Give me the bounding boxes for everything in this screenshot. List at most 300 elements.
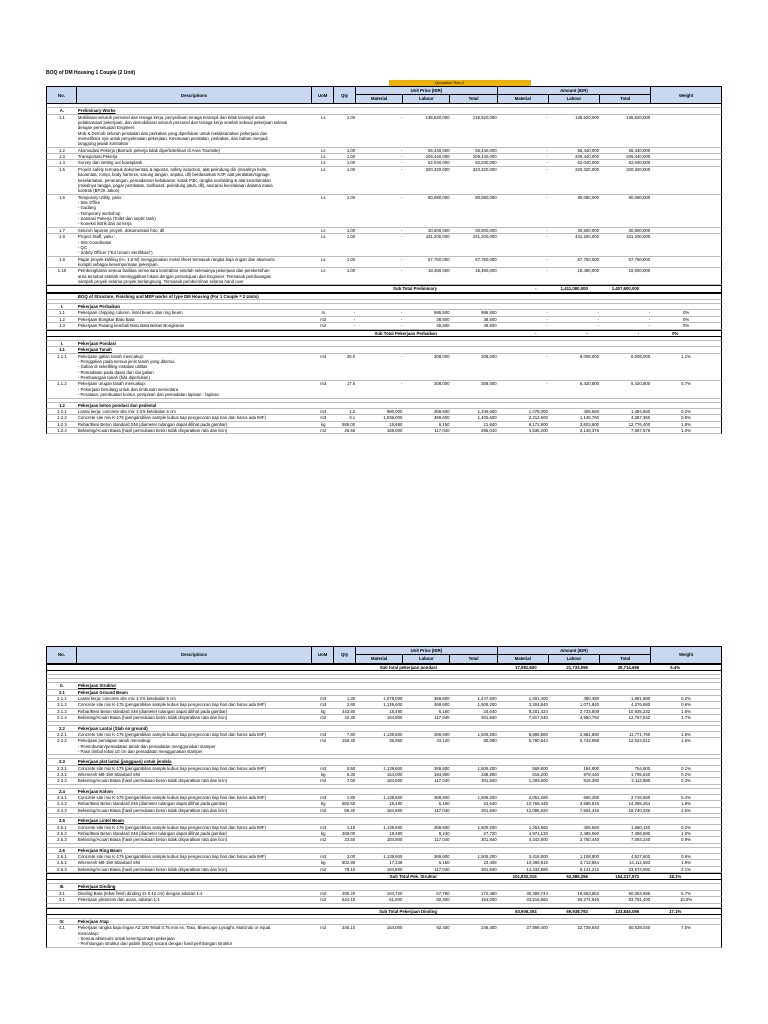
unit-price-total: 1,349,600: [477, 408, 497, 414]
amount-total: 320,320,000: [626, 166, 651, 172]
item-uom: m2: [320, 866, 327, 872]
item-weight: 0.1%: [681, 765, 691, 771]
item-description: Rebar/Besi Beton standard SNI (diameter tulangan dapat dilihat pada gambar): [77, 830, 228, 836]
unit-price-material: 168,000: [386, 427, 403, 433]
section-title: Pekerjaan Ring Beam: [77, 847, 122, 853]
section-title: Pekerjaan Lintel Beam: [77, 818, 124, 824]
item-description: Transportasi Pekerja: [77, 154, 118, 160]
unit-price-labour: 18,480,000: [428, 268, 450, 274]
amount-material: -: [546, 323, 548, 329]
header-amount-material: Material: [498, 655, 549, 663]
item-weight: 2.6%: [681, 807, 691, 813]
amount-labour: 431,200,000: [575, 234, 600, 240]
amount-total: 12,524,512: [628, 738, 651, 744]
item-number: 2.6.1: [57, 853, 67, 859]
unit-price-material: 104,720: [386, 890, 403, 896]
unit-price-total: 24,640: [483, 801, 497, 807]
table-header: [46, 646, 722, 664]
item-description: Pekerjaan plesteran dan acian, adukan 1:4: [77, 897, 160, 903]
item-number: 1.2.4: [57, 427, 67, 433]
unit-price-material: 154,000: [386, 772, 403, 778]
subtotal-row: [46, 873, 722, 880]
table-body-page-1: [46, 104, 722, 434]
amount-labour: 320,320,000: [575, 166, 600, 172]
amount-total: 30,800,000: [628, 227, 651, 233]
amount-material: -: [546, 234, 548, 240]
amount-total: 4,527,600: [631, 853, 651, 859]
item-number: 1.1: [58, 347, 65, 353]
section-title: Pekerjaan Pondasi: [77, 340, 117, 346]
section-title: Preliminary Works: [77, 108, 116, 114]
item-uom: kg: [320, 801, 326, 807]
amount-labour: 18,480,000: [577, 268, 600, 274]
unit-price-material: 15,680: [389, 421, 403, 427]
amount-total: 2,112,880: [631, 778, 651, 784]
amount-material: 1,401,400: [528, 696, 548, 702]
amount-labour: 22,739,640: [577, 925, 600, 931]
unit-price-total: 18,480,000: [475, 268, 497, 274]
amount-labour: 2,733,808: [579, 708, 600, 714]
amount-total: 10,935,232: [628, 708, 651, 714]
item-weight: 1.8%: [681, 421, 691, 427]
item-uom: m2: [320, 837, 327, 843]
item-uom: m3: [320, 353, 327, 359]
unit-price-total: 285,040: [481, 427, 497, 433]
amount-material: -: [546, 166, 548, 172]
item-qty: 26.60: [344, 427, 356, 433]
item-weight: 0.2%: [681, 772, 691, 778]
unit-price-material: -: [400, 227, 403, 233]
boq-sheet-page-2: [46, 646, 722, 948]
amount-labour: 819,280: [583, 778, 600, 784]
amount-material: 3,418,800: [528, 853, 548, 859]
unit-price-total: 80,080: [483, 738, 497, 744]
item-description: Pekerjaan urugan tanah mencakup: - Pekerjaan berulang untuk dan timbunan sementara - Perataan, pembuatan kontur, penipisan dan pemadatan lapisan - lapisan: [77, 381, 219, 398]
item-description: Pekerjaan Bongkar Batu Bata: [77, 316, 135, 322]
unit-price-labour: 117,040: [434, 866, 450, 872]
item-qty: 0.50: [346, 765, 356, 771]
unit-price-total: 1,509,200: [477, 765, 497, 771]
section-title: Pekerjaan plat lantai (jangguan) untuk jendela: [77, 759, 172, 765]
amount-material: 2,051,280: [528, 795, 548, 801]
unit-price-total: 301,840: [481, 807, 497, 813]
item-qty: 269.00: [342, 830, 356, 836]
item-number: II.: [60, 683, 64, 689]
amount-total: 23,574,092: [628, 866, 651, 872]
amount-material: 10,766,448: [526, 801, 548, 807]
item-qty: 1.00: [346, 234, 356, 240]
amount-total: 62,040,000: [628, 160, 651, 166]
item-number: 2.1.3: [57, 708, 67, 714]
amount-labour: 9,141,212: [579, 866, 600, 872]
item-description: Concrete site mix K-175 (pengambilan sample kubus tiap pengecoran tiap hari dan harus ada IMF): [77, 765, 266, 771]
unit-price-labour: 117,040: [434, 427, 450, 433]
amount-material: 8,888,880: [528, 731, 548, 737]
item-qty: 17.6: [346, 381, 356, 387]
amount-material: 30,389,744: [526, 890, 548, 896]
amount-material: 7,817,040: [528, 715, 548, 721]
unit-price-total: 1,509,200: [477, 731, 497, 737]
amount-labour: 5,420,800: [579, 381, 600, 387]
item-uom: kg: [320, 772, 326, 778]
subtotal-amount-labour: -: [586, 330, 588, 336]
subtotal-row: [46, 285, 722, 292]
item-description: Mobilisasi seluruh personel dan tenaga kerja, penyediaan tenaga terampil dan tidak terampil untuk pelaksanaan pekerjaan, dan demobilisasi seluruh personel dan tenaga kerja setelah selesai pekerjaan selesai dengan persetujuan Engineer. Mob & Demob seluruh peralatan dan perkakas yang diperlukan untuk melaksanakan pekerjaan dan memelihara nya untuk penyelesaian pekerjaan. Kesmuaan peralatan, perkakas, dan bahan menjadi tanggung jawab kontraktor: [77, 114, 288, 147]
subtotal-amount-material: 63,906,304: [515, 908, 537, 914]
amount-labour: 480,480: [583, 696, 600, 702]
item-description: Pekerjaan Pasang kembali Batu Bata Bekas Bongkaran: [77, 323, 185, 329]
unit-price-total: 154,000: [481, 897, 497, 903]
item-qty: 544.10: [342, 897, 356, 903]
unit-price-labour: 43,120: [436, 738, 450, 744]
subtotal-amount-total: 1,407,600,000: [611, 286, 640, 292]
item-number: 2.6: [58, 847, 65, 853]
unit-price-total: 308,000: [481, 381, 497, 387]
amount-material: -: [546, 256, 548, 262]
section-title: Pekerjaan Kolom: [77, 788, 113, 794]
unit-price-total: 1,509,200: [477, 702, 497, 708]
item-weight: 0.4%: [681, 795, 691, 801]
subtotal-label: Sub Total Pek. Struktur: [389, 874, 437, 880]
unit-price-labour: 135,520,000: [425, 114, 450, 120]
subtotal-amount-material: -: [535, 330, 537, 336]
amount-material: 9,172,800: [528, 421, 548, 427]
unit-price-material: -: [400, 160, 403, 166]
item-number: 2.3.2: [57, 772, 67, 778]
item-uom: m3: [320, 381, 327, 387]
item-number: 1.5: [58, 166, 65, 172]
item-weight: [651, 268, 721, 284]
item-uom: Ls: [320, 160, 326, 166]
item-weight: [651, 195, 721, 227]
unit-price-total: 27,720: [483, 830, 497, 836]
header-amount-total: Total: [620, 656, 631, 661]
item-qty: 1.00: [346, 114, 356, 120]
item-number: 1.9: [58, 256, 65, 262]
item-qty: 65.40: [344, 807, 356, 813]
item-number: 2.6.3: [57, 866, 67, 872]
item-number: 2.5.1: [57, 824, 67, 830]
item-uom: Ls: [320, 147, 326, 153]
subtotal-amount-labour: 52,385,256: [566, 874, 588, 880]
unit-price-material: -: [400, 154, 403, 160]
unit-price-labour: 6,160: [438, 708, 450, 714]
item-weight: 7.0%: [681, 925, 691, 931]
amount-total: -: [648, 316, 651, 322]
item-qty: -: [353, 323, 356, 329]
item-qty: 1.00: [346, 194, 356, 200]
item-number: 1.8: [58, 234, 65, 240]
item-number: 1.3: [58, 323, 65, 329]
item-weight: 1.0%: [681, 830, 691, 836]
item-weight: 10.5%: [679, 897, 693, 903]
item-description: Concrete site mix K-175 (pengambilan sample kubus tiap pengecoran tiap hari dan harus ada IMF): [77, 853, 266, 859]
item-weight: 0%: [682, 310, 690, 316]
item-uom: kg: [320, 421, 326, 427]
item-number: 2.5.3: [57, 837, 67, 843]
item-weight: 1.6%: [681, 738, 691, 744]
unit-price-labour: 995,500: [433, 310, 450, 316]
amount-labour: 1,108,800: [579, 853, 600, 859]
amount-material: 4,342,800: [528, 837, 548, 843]
unit-price-labour: 209,440,000: [425, 154, 450, 160]
header-descriptions: Descriptions: [77, 87, 312, 103]
item-uom: m2: [320, 316, 327, 322]
item-number: 1.4: [58, 160, 65, 166]
unit-price-total: 172,480: [481, 890, 497, 896]
amount-labour: 1,071,840: [579, 702, 600, 708]
item-number: A.: [59, 108, 65, 114]
boq-sheet-page-1: [46, 70, 722, 434]
amount-total: 209,440,000: [626, 154, 651, 160]
item-number: 2.2: [58, 725, 65, 731]
item-number: 1.2.3: [57, 421, 67, 427]
table-row: [46, 738, 722, 755]
item-description: Wiremesh M8-150 Standard SNI: [77, 860, 141, 866]
unit-price-material: -: [400, 381, 403, 387]
item-weight: 1.9%: [681, 801, 691, 807]
item-number: 2.1.4: [57, 715, 67, 721]
amount-labour: 2,882,880: [579, 731, 600, 737]
item-description: Concrete site mix K-175 (pengambilan sample kubus tiap pengecoran tiap hari dan harus ada IMF): [77, 824, 266, 830]
unit-price-material: 1,139,600: [383, 731, 403, 737]
unit-price-material: 184,800: [386, 807, 403, 813]
unit-price-material: 18,480: [389, 830, 403, 836]
item-number: 3.1: [58, 897, 65, 903]
item-number: 1.1.1: [57, 353, 67, 359]
item-number: 2.3.1: [57, 765, 67, 771]
amount-labour: 30,800,000: [577, 227, 600, 233]
unit-price-labour: 6,160: [438, 801, 450, 807]
item-weight: 0%: [682, 323, 690, 329]
amount-material: -: [546, 194, 548, 200]
item-description: Pagar proyek keliling (H= 1,8 M) menggunakan metal sheet termasuk rangka baja ringan dan aksesoris komplit sebagai kesempurnaan pekerjaan.: [77, 256, 275, 267]
item-description: Seluruh laporan proyek, dokumentasi foto, dll: [77, 227, 165, 233]
amount-material: -: [546, 154, 548, 160]
header-amount-group: [498, 647, 652, 663]
amount-total: 5,420,800: [631, 381, 651, 387]
item-weight: 1.1%: [681, 353, 691, 359]
unit-price-total: 23,408: [483, 860, 497, 866]
table-header: [46, 86, 722, 104]
item-weight: [651, 257, 721, 268]
item-number: 2.3.3: [57, 778, 67, 784]
item-weight: 0.3%: [681, 778, 691, 784]
header-unit-labour: Labour: [403, 95, 450, 103]
item-qty: 246.10: [342, 925, 356, 931]
unit-price-material: 1,139,600: [383, 765, 403, 771]
table-body-page-2: [46, 664, 722, 948]
amount-labour: 2,485,560: [579, 830, 600, 836]
item-uom: Ls: [320, 268, 326, 274]
item-uom: Ls: [320, 114, 326, 120]
amount-material: -: [546, 268, 548, 274]
amount-material: -: [546, 160, 548, 166]
unit-price-total: 431,200,000: [472, 234, 497, 240]
amount-material: 1,253,560: [528, 824, 548, 830]
item-number: 2.3: [58, 759, 65, 765]
item-qty: 1.00: [346, 160, 356, 166]
amount-labour: 4,950,792: [579, 715, 600, 721]
subtotal-amount-labour: 69,938,792: [566, 908, 588, 914]
unit-price-labour: 67,760,000: [428, 256, 450, 262]
unit-price-labour: 38,500: [436, 316, 450, 322]
item-description: Concrete site mix K-175 (pengambilan sample kubus tiap pengecoran tiap hari dan harus ada IMF): [77, 731, 266, 737]
amount-material: 3,212,600: [528, 415, 548, 421]
item-uom: m2: [320, 738, 327, 744]
amount-material: -: [546, 353, 548, 359]
item-uom: Ls: [320, 194, 326, 200]
table-row: [46, 381, 722, 398]
item-qty: 1.00: [346, 147, 356, 153]
amount-labour: 3,588,816: [579, 801, 600, 807]
unit-price-material: 1,139,600: [383, 824, 403, 830]
subtotal-unit-total: [439, 286, 486, 291]
subtotal-weight: 18.1%: [669, 874, 682, 880]
unit-price-material: -: [400, 234, 403, 240]
amount-labour: 2,750,440: [579, 837, 600, 843]
unit-price-total: 209,440,000: [472, 154, 497, 160]
header-amount: Amount (IDR): [498, 647, 651, 655]
item-weight: 1.5%: [681, 731, 691, 737]
unit-price-total: 308,000: [481, 353, 497, 359]
amount-labour: -: [597, 310, 600, 316]
item-qty: 3.1: [349, 415, 356, 421]
unit-price-total: 1,447,600: [477, 696, 497, 702]
item-description: Pekerjaan galian tanah mencakup: - Penggalian pada semua jenis tanah yang ditemui - Galian di sekelilling instalasi utilitas - Pemadatan pada dasar dan sisi galian - Pembuangan tanah (bila diperlukan): [77, 353, 175, 381]
subtotal-weight: [640, 286, 710, 291]
item-qty: 1.00: [346, 227, 356, 233]
unit-price-material: 1,078,000: [383, 696, 403, 702]
item-description: Dinding Bata (tebal finish dinding 11-0.12 cm) dengan adukan 1:4: [77, 890, 203, 896]
item-weight: 0.7%: [681, 381, 691, 387]
table-row: [46, 234, 722, 256]
item-description: Bekisting/Acuan Biasa (hasil permukaan beton tidak disyaratkan rata dan licin): [77, 807, 228, 813]
item-qty: 2.90: [346, 702, 356, 708]
item-weight: 1.5%: [681, 708, 691, 714]
unit-price-labour: 62,040,000: [428, 160, 450, 166]
unit-price-labour: 6,160: [438, 860, 450, 866]
item-qty: 1.30: [346, 696, 356, 702]
unit-price-labour: 369,600: [433, 824, 450, 830]
unit-price-material: 17,248: [389, 860, 403, 866]
item-description: Bekisting/Acuan Biasa (hasil permukaan beton tidak disyaratkan rata dan licin): [77, 427, 228, 433]
subtotal-unit-total: [439, 874, 486, 879]
amount-total: 1,660,120: [631, 824, 651, 830]
item-qty: 585.00: [342, 421, 356, 427]
item-number: III.: [59, 884, 65, 890]
unit-price-material: 184,800: [386, 866, 403, 872]
item-qty: 3.00: [346, 853, 356, 859]
item-qty: 42.30: [344, 715, 356, 721]
boq-section-title-row: [46, 293, 722, 300]
item-description: Temporary Utility, yaitu : - Site Office - Gudang - Temporary workshop - Sanitasi Pekerja (Toilet dan septic tank) - Koneksi listrik dan air kerja: [77, 194, 156, 227]
item-uom: Ls: [320, 166, 326, 172]
item-weight: 0%: [682, 316, 690, 322]
amount-material: -: [546, 316, 548, 322]
amount-total: 135,520,000: [626, 114, 651, 120]
header-amount: Amount (IDR): [498, 87, 651, 95]
amount-labour: 3,713,864: [579, 860, 600, 866]
item-description: Concrete site mix K-175 (pengambilan sample kubus tiap pengecoran tiap hari dan harus ada IMF): [77, 702, 266, 708]
amount-labour: 80,080,000: [577, 194, 600, 200]
amount-material: -: [546, 381, 548, 387]
header-amount-labour: Labour: [549, 95, 600, 103]
unit-price-labour: 80,080,000: [428, 194, 450, 200]
unit-price-labour: 184,800: [433, 772, 450, 778]
header-amount-material: Material: [498, 95, 549, 103]
unit-price-labour: 308,000: [433, 381, 450, 387]
item-uom: Ls: [320, 234, 326, 240]
item-number: I.: [60, 340, 64, 346]
item-weight: [651, 148, 721, 153]
item-number: 1.1: [58, 114, 65, 120]
subtotal-unit-total: [439, 331, 486, 336]
amount-material: 5,780,544: [528, 738, 548, 744]
amount-total: 4,376,680: [631, 702, 651, 708]
unit-price-labour: 369,600: [433, 795, 450, 801]
amount-total: 11,771,760: [628, 731, 651, 737]
amount-total: 83,791,400: [628, 897, 651, 903]
unit-price-total: 338,800: [481, 772, 497, 778]
item-number: 2.4.1: [57, 795, 67, 801]
table-row: [46, 268, 722, 285]
amount-total: 12,767,832: [628, 715, 651, 721]
amount-labour: 665,280: [583, 795, 600, 801]
amount-total: 14,355,264: [628, 801, 651, 807]
amount-labour: 406,560: [583, 408, 600, 414]
item-uom: Ls: [320, 227, 326, 233]
amount-labour: 67,760,000: [577, 256, 600, 262]
item-weight: 0.6%: [681, 415, 691, 421]
header-amount-group: [498, 87, 652, 103]
amount-total: 754,600: [634, 765, 651, 771]
item-uom: m3: [320, 795, 327, 801]
item-number: 3.1: [58, 890, 65, 896]
unit-price-total: 246,400: [481, 925, 497, 931]
item-weight: [651, 154, 721, 159]
section-title: Pekerjaan Struktur: [77, 683, 117, 689]
unit-price-total: 1,405,600: [477, 415, 497, 421]
amount-labour: 55,440,000: [577, 147, 600, 153]
item-weight: 0.6%: [681, 853, 691, 859]
item-number: 1.2: [58, 402, 65, 408]
item-qty: 602.90: [342, 860, 356, 866]
unit-price-material: 1,139,600: [383, 702, 403, 708]
unit-price-total: 301,840: [481, 715, 497, 721]
unit-price-labour: 55,440,000: [428, 147, 450, 153]
subtotal-amount-material: 17,981,600: [515, 665, 537, 670]
unit-price-total: 55,440,000: [475, 147, 497, 153]
header-uom: UoM: [312, 647, 334, 663]
unit-price-labour: 6,160: [438, 421, 450, 427]
amount-material: 33,516,560: [526, 897, 548, 903]
item-description: Pekerjaan rangka baja ringan AZ 100 Tebal 0.75 mm ex. Taso, Bluescope Lysaght, Mulcindo or equal, mencakup: - Semua aksesoris untuk kesempurnaan pekerjaan - Perhitungan struktur dari pabrik (BoQ) secara dengan hasil perhitungan struktur: [77, 925, 272, 947]
amount-material: 4,971,120: [528, 830, 548, 836]
header-amount-labour: Labour: [549, 655, 600, 663]
item-number: IV.: [59, 918, 65, 924]
item-number: 1.3: [58, 154, 65, 160]
item-qty: 23.50: [344, 837, 356, 843]
amount-material: 569,800: [532, 765, 548, 771]
item-description: Akomodasi Pekerja (Barrack pekerja tidak diperbolehkan di Area Townsite): [77, 147, 220, 153]
table-row: [46, 925, 722, 947]
amount-labour: 6,743,968: [579, 738, 600, 744]
item-number: 1.7: [58, 227, 65, 233]
item-weight: 0.2%: [681, 696, 691, 702]
subtotal-amount-total: -: [637, 330, 640, 336]
unit-price-labour: 9,240: [438, 830, 450, 836]
